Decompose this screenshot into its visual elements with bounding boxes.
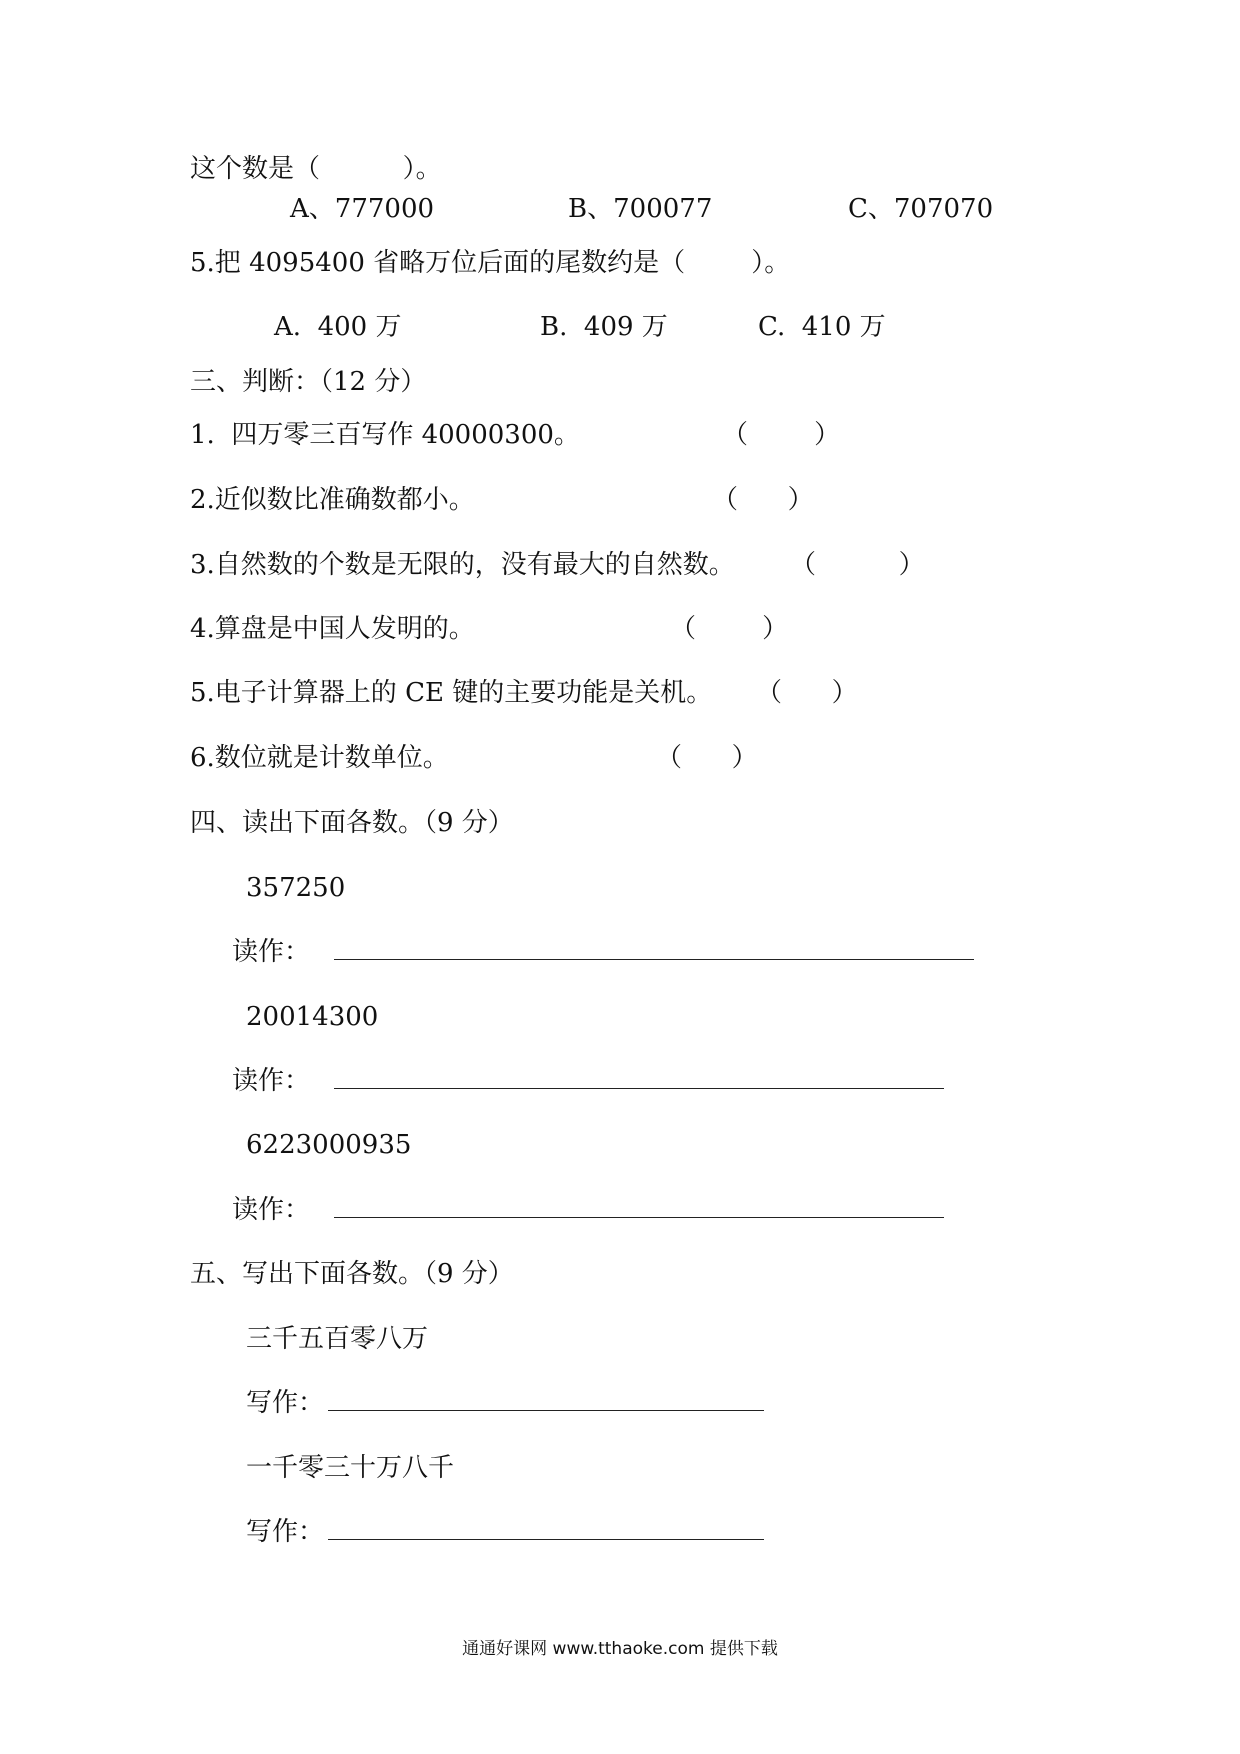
q4-option-a: A、777000 [290,194,435,224]
read-row-2 [232,1064,944,1098]
read-row-3 [232,1193,944,1227]
section3-title: 三、判断：（12 分） [190,367,427,397]
read-answer-line-3[interactable] [334,1193,944,1218]
q5-option-c: C. 410 万 [758,312,886,342]
judge-item-1-text: 1. 四万零三百写作 40000300。 [190,420,580,450]
read-row-1 [232,935,974,969]
judge-item-4-bracket[interactable]: （ ） [670,614,789,644]
write-row-2 [246,1515,764,1549]
write-label: 写作： [246,1388,325,1418]
q4-option-b: B、700077 [568,194,713,224]
read-number-1: 357250 [246,873,346,903]
section4-title: 四、读出下面各数。（9 分） [190,808,514,838]
write-row-1 [246,1386,764,1420]
write-words-1: 三千五百零八万 [246,1324,429,1354]
judge-item-6-bracket[interactable]: （ ） [656,743,758,773]
judge-item-4-text: 4.算盘是中国人发明的。 [190,614,475,644]
write-words-2: 一千零三十万八千 [246,1453,455,1483]
judge-item-1-bracket[interactable]: （ ） [722,420,841,450]
read-number-3: 6223000935 [246,1130,412,1160]
q4-stem: 这个数是（ ）。 [190,154,442,184]
judge-item-2-bracket[interactable]: （ ） [712,485,814,515]
judge-item-3-bracket[interactable]: （ ） [790,550,925,580]
read-label: 读作： [232,937,311,967]
read-label: 读作： [232,1195,311,1225]
write-answer-line-2[interactable] [328,1515,764,1540]
judge-item-5-bracket[interactable]: （ ） [756,678,858,708]
write-answer-line-1[interactable] [328,1386,764,1411]
q5-option-a: A. 400 万 [274,312,402,342]
read-answer-line-2[interactable] [334,1064,944,1089]
section5-title: 五、写出下面各数。（9 分） [190,1259,514,1289]
q5-option-b: B. 409 万 [540,312,668,342]
write-label: 写作： [246,1517,325,1547]
judge-item-3-text: 3.自然数的个数是无限的，没有最大的自然数。 [190,550,735,580]
footer-credit: 通通好课网 www.tthaoke.com 提供下载 [462,1639,778,1659]
judge-item-2-text: 2.近似数比准确数都小。 [190,485,475,515]
read-number-2: 20014300 [246,1002,379,1032]
q4-option-c: C、707070 [848,194,994,224]
judge-item-6-text: 6.数位就是计数单位。 [190,743,449,773]
read-label: 读作： [232,1066,311,1096]
judge-item-5-text: 5.电子计算器上的 CE 键的主要功能是关机。 [190,678,713,708]
q5-stem: 5.把 4095400 省略万位后面的尾数约是（ ）。 [190,248,791,278]
read-answer-line-1[interactable] [334,935,974,960]
